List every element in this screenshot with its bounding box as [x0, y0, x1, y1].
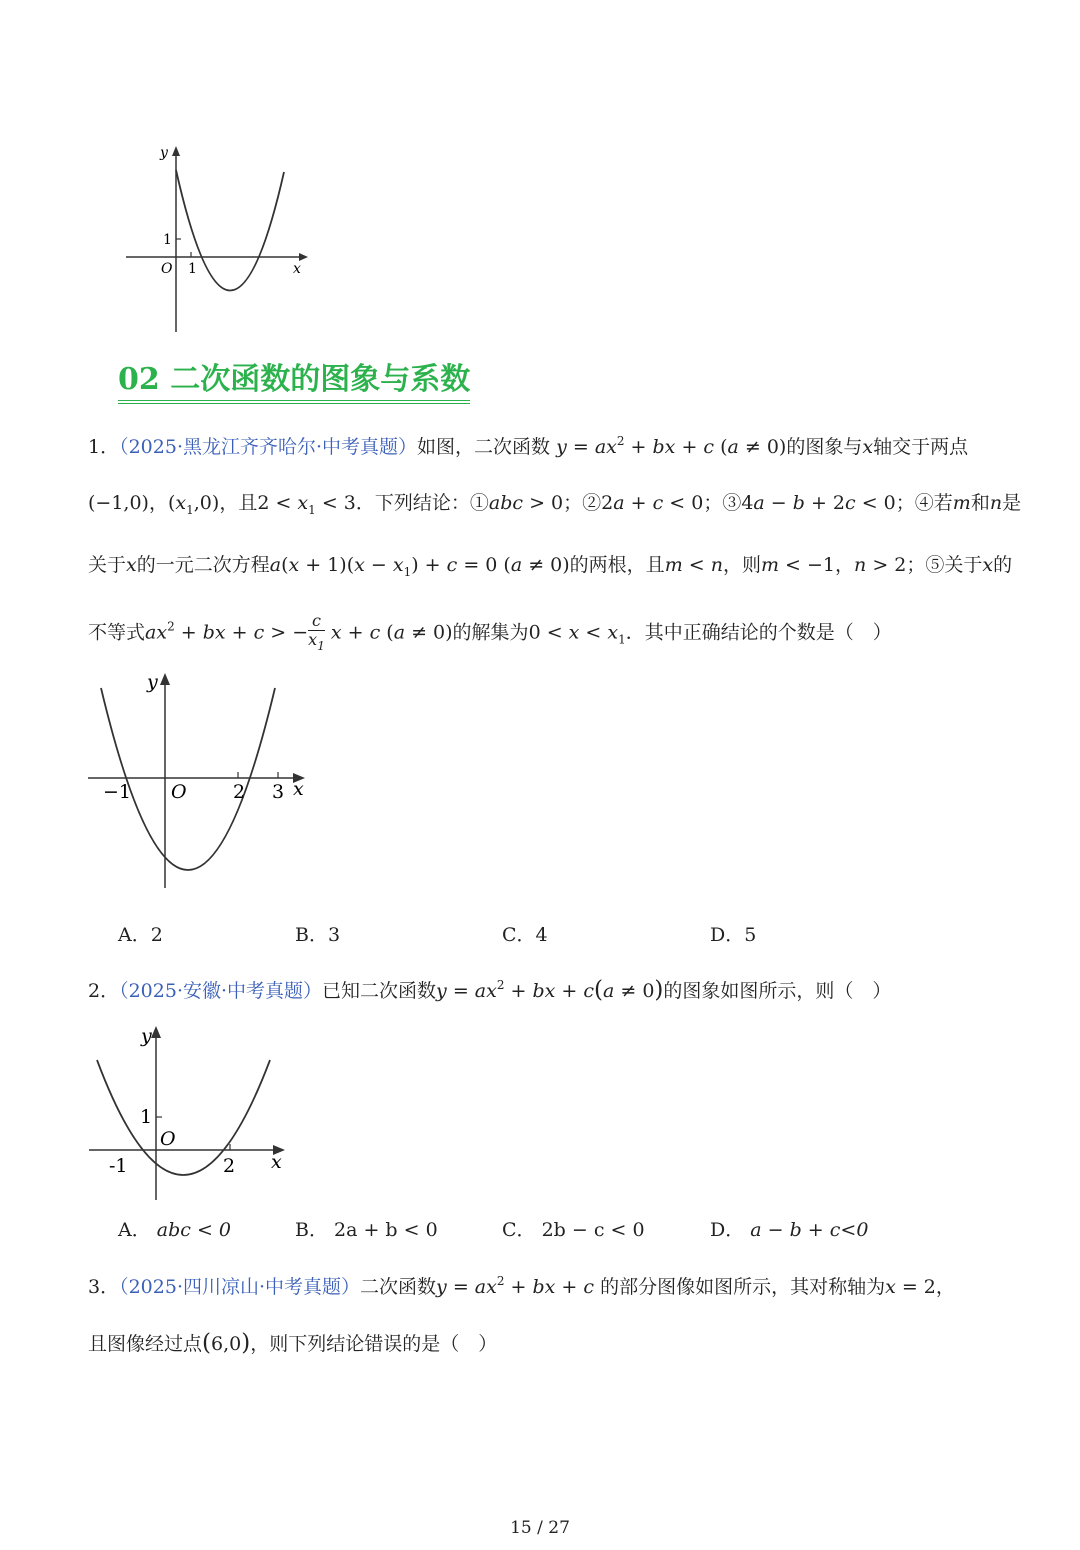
q2-number: 2． [88, 980, 120, 1002]
q1-line-4: 不等式$ax^2$ + bx + c > − $\frac{c}{x_1}$ x + c (a ≠ 0)的解集为$0 < x < x_1$．其中正确结论的个数是（ ） [88, 611, 892, 653]
y-label: y [147, 671, 158, 693]
q1-graph [85, 668, 310, 893]
q1-number: 1． [88, 436, 120, 458]
y-label: y [141, 1025, 152, 1047]
section-title: 02 二次函数的图象与系数 [118, 360, 470, 404]
y-axis-arrow-icon [151, 1026, 161, 1038]
q3-source: （2025·四川凉山·中考真题） [119, 1276, 361, 1298]
x-axis-arrow-icon [299, 253, 308, 261]
tick-label: 2 [223, 1155, 236, 1177]
q2-line-1: 2．（2025·安徽·中考真题）已知二次函数$y = ax^2$ + bx + c(a ≠ 0)的图象如图所示，则（ ） [88, 977, 892, 1003]
origin-label: O [171, 781, 187, 803]
tick-y-label: 1 [163, 232, 172, 248]
x-label: x [271, 1151, 282, 1173]
q2-source: （2025·安徽·中考真题） [119, 980, 323, 1002]
q2-option-c[interactable]: C． 2b − c < 0 [502, 1219, 645, 1241]
q1-option-c[interactable]: C．4 [502, 924, 548, 946]
parabola-curve [101, 688, 275, 870]
x-label: x [293, 261, 301, 277]
y-label: y [160, 145, 168, 161]
y-axis-arrow-icon [160, 673, 170, 685]
q1-option-a[interactable]: A．2 [118, 924, 163, 946]
tick-y-label: 1 [140, 1106, 153, 1128]
q1-source: （2025·黑龙江齐齐哈尔·中考真题） [119, 436, 418, 458]
y-axis-arrow-icon [172, 146, 180, 156]
tick-label: −1 [103, 781, 132, 803]
page-number: 15 / 27 [510, 1518, 570, 1538]
top-graph [120, 140, 310, 335]
q1-line-2: (−1,0)，$(x_1,0)$，且$2 < x_1 < 3$．下列结论：①abc > 0；②2a + c < 0；③4a − b + 2c < 0；④若m和n是 [88, 492, 1022, 517]
q1-option-d[interactable]: D．5 [710, 924, 757, 946]
x-label: x [293, 778, 304, 800]
q3-number: 3． [88, 1276, 120, 1298]
tick-label: 2 [233, 781, 246, 803]
fraction-c-over-x1: $\frac{c}{x_1}$ [308, 611, 325, 653]
q2-option-d[interactable]: D． a − b + c<0 [710, 1219, 869, 1241]
q2-graph [85, 1020, 295, 1205]
tick-x-label: 1 [188, 261, 197, 277]
q1-line-3: 关于x的一元二次方程$a(x + 1)(x - x_1) + c = 0$ (a ≠ 0)的两根，且m < n，则m < −1，n > 2；⑤关于x的 [88, 554, 1013, 579]
q2-option-b[interactable]: B． 2a + b < 0 [295, 1219, 438, 1241]
origin-label: O [161, 261, 173, 277]
q2-option-a[interactable]: A． abc < 0 [118, 1219, 231, 1241]
tick-label: 3 [272, 781, 285, 803]
q1-line-1: 1．（2025·黑龙江齐齐哈尔·中考真题）如图，二次函数 $y = ax^2$ + bx + c (a ≠ 0)的图象与x轴交于两点 [88, 434, 969, 458]
q1-option-b[interactable]: B．3 [295, 924, 341, 946]
origin-label: O [160, 1128, 176, 1150]
tick-label: -1 [109, 1155, 128, 1177]
q3-line-2: 且图像经过点(6,0)，则下列结论错误的是（ ） [88, 1330, 498, 1356]
q3-line-1: 3．（2025·四川凉山·中考真题）二次函数$y = ax^2$ + bx + c 的部分图像如图所示，其对称轴为x = 2， [88, 1274, 955, 1298]
